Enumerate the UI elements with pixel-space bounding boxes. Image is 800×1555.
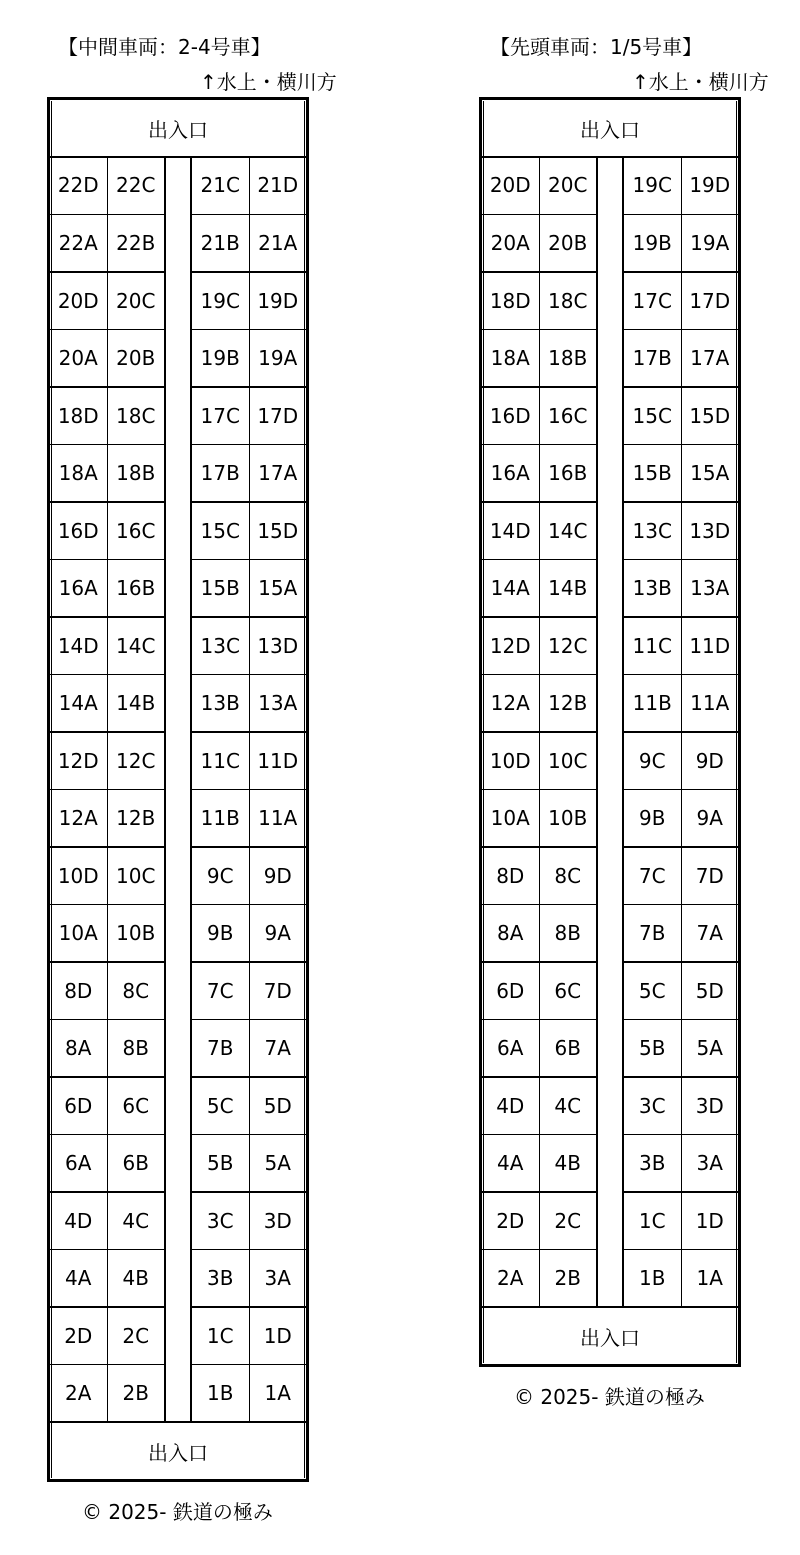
seat: 15C (632, 403, 672, 428)
seat-row (192, 271, 306, 329)
seat: 17D (249, 388, 307, 444)
seat-row (482, 846, 596, 904)
seat-row (50, 846, 164, 904)
seat: 20C (107, 273, 165, 329)
seat-row (624, 674, 738, 732)
seat-row (482, 444, 596, 502)
seat: 11D (249, 733, 307, 789)
entrance-top: 出入口 (50, 100, 306, 158)
seat-row (482, 271, 596, 329)
seat-block-right (190, 156, 306, 1421)
seat: 20A (490, 230, 530, 255)
seat-row (192, 1364, 306, 1422)
seat: 9A (249, 905, 307, 962)
seat: 9B (207, 920, 234, 945)
copyright-lead: © 2025- 鉄道の極み (514, 1385, 705, 1409)
seat: 16A (58, 575, 98, 600)
seat: 7D (681, 848, 739, 904)
seat: 18C (107, 388, 165, 444)
seat-row (482, 501, 596, 559)
seat-row (192, 1249, 306, 1307)
seat-row (624, 214, 738, 272)
seat-row (624, 559, 738, 617)
entrance-top: 出入口 (482, 100, 738, 158)
seat: 11A (681, 675, 739, 732)
seat: 12B (539, 675, 597, 732)
seat: 5B (207, 1150, 234, 1175)
seat: 20B (539, 215, 597, 272)
seat: 1C (638, 1208, 666, 1233)
seat: 8A (497, 920, 524, 945)
seat: 8C (107, 963, 165, 1019)
seat-row (624, 731, 738, 789)
seat-row (50, 1191, 164, 1249)
seat: 1A (681, 1250, 739, 1307)
seat: 10C (539, 733, 597, 789)
seat: 4A (65, 1265, 92, 1290)
seat: 15C (200, 518, 240, 543)
seat: 16C (107, 503, 165, 559)
seat: 9C (638, 748, 666, 773)
seat-row (482, 961, 596, 1019)
seat: 19D (681, 156, 739, 214)
entrance-bottom: 出入口 (50, 1421, 306, 1479)
seat: 21A (249, 215, 307, 272)
seat: 4B (107, 1250, 165, 1307)
seat: 4D (64, 1208, 93, 1233)
seat-row (50, 329, 164, 387)
seat: 19D (249, 273, 307, 329)
seat: 22C (107, 156, 165, 214)
seat: 7C (638, 863, 666, 888)
seat-row (482, 1076, 596, 1134)
seat: 22B (107, 215, 165, 272)
seat: 5B (639, 1035, 666, 1060)
seat: 9D (681, 733, 739, 789)
seat: 17A (681, 330, 739, 387)
seat: 8B (107, 1020, 165, 1077)
seat: 18C (539, 273, 597, 329)
seat-row (192, 961, 306, 1019)
seat-row (624, 444, 738, 502)
seat-row (50, 271, 164, 329)
car-title-middle: 【中間車両：2-4号車】 (58, 35, 271, 59)
seat-row (50, 1134, 164, 1192)
seat-row (624, 1076, 738, 1134)
seat: 21B (200, 230, 240, 255)
seat-row (192, 156, 306, 214)
seat: 8D (64, 978, 93, 1003)
seat: 6C (107, 1078, 165, 1134)
seat: 9B (639, 805, 666, 830)
seat: 19A (249, 330, 307, 387)
seat: 22A (58, 230, 98, 255)
seat: 18B (539, 330, 597, 387)
seat: 2A (497, 1265, 524, 1290)
seat: 11C (632, 633, 672, 658)
seat-row (50, 214, 164, 272)
seat: 20D (489, 172, 531, 197)
car-diagram-middle (47, 97, 309, 1482)
seat: 16D (489, 403, 531, 428)
seat: 17D (681, 273, 739, 329)
seat: 4D (496, 1093, 525, 1118)
seat: 19C (632, 172, 672, 197)
seat: 19B (200, 345, 240, 370)
seat: 17B (200, 460, 240, 485)
seat: 11B (632, 690, 672, 715)
seat: 2C (539, 1193, 597, 1249)
seat-row (50, 1364, 164, 1422)
seat-row (624, 329, 738, 387)
seat: 13A (249, 675, 307, 732)
seat-row (50, 501, 164, 559)
seat: 14C (107, 618, 165, 674)
seat: 10D (57, 863, 99, 888)
seat: 21D (249, 156, 307, 214)
seat-row (50, 1249, 164, 1307)
seat-row (50, 444, 164, 502)
seat-row (192, 846, 306, 904)
seat: 15D (249, 503, 307, 559)
entrance-bottom: 出入口 (482, 1306, 738, 1364)
seat: 3D (249, 1193, 307, 1249)
seat: 3B (639, 1150, 666, 1175)
seat-row (50, 559, 164, 617)
seat: 18D (57, 403, 99, 428)
seat: 12A (490, 690, 530, 715)
seat: 13D (249, 618, 307, 674)
seat: 20D (57, 288, 99, 313)
seat: 4A (497, 1150, 524, 1175)
seat: 12D (57, 748, 99, 773)
seat-row (50, 789, 164, 847)
seat-block-left (482, 156, 598, 1306)
seat: 12D (489, 633, 531, 658)
seat: 15B (200, 575, 240, 600)
seat: 14A (58, 690, 98, 715)
seat: 6B (539, 1020, 597, 1077)
seat-row (624, 789, 738, 847)
seat: 5A (249, 1135, 307, 1192)
seat: 6D (496, 978, 525, 1003)
seat-row (50, 731, 164, 789)
seat-row (624, 846, 738, 904)
seat-row (192, 1306, 306, 1364)
seat: 3C (638, 1093, 666, 1118)
seat: 12A (58, 805, 98, 830)
seat: 5C (638, 978, 666, 1003)
seat: 15B (632, 460, 672, 485)
seat: 16D (57, 518, 99, 543)
seat: 5A (681, 1020, 739, 1077)
seat: 8B (539, 905, 597, 962)
seat: 20C (539, 156, 597, 214)
seat: 10A (58, 920, 98, 945)
seat: 8A (65, 1035, 92, 1060)
seat-row (624, 1249, 738, 1307)
seat: 13B (632, 575, 672, 600)
seat-row (50, 904, 164, 962)
seat: 14D (57, 633, 99, 658)
seat: 11A (249, 790, 307, 847)
seat-row (50, 616, 164, 674)
seat-row (192, 214, 306, 272)
seat: 13B (200, 690, 240, 715)
seat: 4B (539, 1135, 597, 1192)
seat-row (192, 1076, 306, 1134)
direction-label-lead: ↑水上・横川方 (632, 70, 769, 94)
seat: 1C (206, 1323, 234, 1348)
seat-row (192, 329, 306, 387)
seat: 5D (681, 963, 739, 1019)
seat: 13C (200, 633, 240, 658)
seat-row (482, 1249, 596, 1307)
seat-row (192, 789, 306, 847)
seat: 16C (539, 388, 597, 444)
seat: 2A (65, 1380, 92, 1405)
seat: 15D (681, 388, 739, 444)
seat: 3C (206, 1208, 234, 1233)
seat: 13C (632, 518, 672, 543)
seat: 8C (539, 848, 597, 904)
seat-row (482, 731, 596, 789)
seat: 19C (200, 288, 240, 313)
seat: 18B (107, 445, 165, 502)
seat: 14D (489, 518, 531, 543)
direction-label-middle: ↑水上・横川方 (200, 70, 337, 94)
seat-block-right (622, 156, 738, 1306)
seat-row (482, 674, 596, 732)
seat: 11B (200, 805, 240, 830)
seat-row (192, 386, 306, 444)
seat: 16B (539, 445, 597, 502)
seat: 6B (107, 1135, 165, 1192)
seat: 7B (639, 920, 666, 945)
seat-row (624, 904, 738, 962)
seat: 16A (490, 460, 530, 485)
seat: 13D (681, 503, 739, 559)
seat: 11D (681, 618, 739, 674)
seat: 17C (200, 403, 240, 428)
seat-row (482, 156, 596, 214)
seat: 2D (64, 1323, 93, 1348)
seat-row (192, 1019, 306, 1077)
seat-row (50, 1076, 164, 1134)
seat: 1B (639, 1265, 666, 1290)
seat-row (192, 904, 306, 962)
seat: 10B (107, 905, 165, 962)
seat-row (482, 214, 596, 272)
seat-row (482, 559, 596, 617)
seat: 7C (206, 978, 234, 1003)
seat: 7A (681, 905, 739, 962)
seat: 4C (107, 1193, 165, 1249)
seat: 2D (496, 1208, 525, 1233)
car-title-lead: 【先頭車両：1/5号車】 (490, 35, 703, 59)
seat: 22D (57, 172, 99, 197)
seat: 10D (489, 748, 531, 773)
car-diagram-lead (479, 97, 741, 1367)
seat-row (192, 559, 306, 617)
seat-row (50, 674, 164, 732)
seat-row (50, 386, 164, 444)
seat-row (482, 329, 596, 387)
seat: 18D (489, 288, 531, 313)
seat: 20A (58, 345, 98, 370)
seat: 10C (107, 848, 165, 904)
seat: 10B (539, 790, 597, 847)
seat: 1D (681, 1193, 739, 1249)
copyright-middle: © 2025- 鉄道の極み (82, 1500, 273, 1524)
seat: 6D (64, 1093, 93, 1118)
seat: 18A (58, 460, 98, 485)
seat: 1A (249, 1365, 307, 1422)
seat: 12B (107, 790, 165, 847)
seat: 20B (107, 330, 165, 387)
seat: 3B (207, 1265, 234, 1290)
seat-row (50, 156, 164, 214)
seat: 13A (681, 560, 739, 617)
seat-row (192, 674, 306, 732)
seat-row (192, 1134, 306, 1192)
seat: 5C (206, 1093, 234, 1118)
seat: 14B (539, 560, 597, 617)
seat-row (624, 1191, 738, 1249)
seat-row (50, 1306, 164, 1364)
seat-row (482, 904, 596, 962)
seat-row (624, 271, 738, 329)
seat: 9C (206, 863, 234, 888)
seat: 9D (249, 848, 307, 904)
seat: 18A (490, 345, 530, 370)
seat-row (624, 961, 738, 1019)
seat: 12C (539, 618, 597, 674)
seat-row (624, 501, 738, 559)
seat: 11C (200, 748, 240, 773)
seat: 19A (681, 215, 739, 272)
seat-row (192, 444, 306, 502)
seat-row (624, 616, 738, 674)
seat-row (192, 501, 306, 559)
seat: 6A (65, 1150, 92, 1175)
seat: 1B (207, 1380, 234, 1405)
seat-row (482, 616, 596, 674)
seat-row (192, 731, 306, 789)
seat-row (482, 1191, 596, 1249)
seat: 9A (681, 790, 739, 847)
seat-row (624, 1019, 738, 1077)
seat: 21C (200, 172, 240, 197)
seat: 4C (539, 1078, 597, 1134)
seat: 7D (249, 963, 307, 1019)
seat-row (624, 386, 738, 444)
seat-row (482, 386, 596, 444)
seat: 5D (249, 1078, 307, 1134)
seat: 17A (249, 445, 307, 502)
seat-row (624, 1134, 738, 1192)
seat-row (482, 1134, 596, 1192)
seat: 2C (107, 1308, 165, 1364)
seat-row (624, 156, 738, 214)
seat: 7A (249, 1020, 307, 1077)
seat: 2B (539, 1250, 597, 1307)
seat: 7B (207, 1035, 234, 1060)
seat: 6A (497, 1035, 524, 1060)
seat: 17B (632, 345, 672, 370)
seat: 3A (681, 1135, 739, 1192)
seat: 3A (249, 1250, 307, 1307)
seat: 1D (249, 1308, 307, 1364)
seat-row (50, 961, 164, 1019)
seat-row (50, 1019, 164, 1077)
seat-row (192, 616, 306, 674)
seat: 15A (681, 445, 739, 502)
seat-row (482, 1019, 596, 1077)
seat: 10A (490, 805, 530, 830)
seat: 14A (490, 575, 530, 600)
seat: 16B (107, 560, 165, 617)
seat: 3D (681, 1078, 739, 1134)
seat: 12C (107, 733, 165, 789)
seat: 2B (107, 1365, 165, 1422)
seat-row (192, 1191, 306, 1249)
seat-block-left (50, 156, 166, 1421)
seat: 19B (632, 230, 672, 255)
seat: 14B (107, 675, 165, 732)
seat: 8D (496, 863, 525, 888)
seat: 14C (539, 503, 597, 559)
seat: 6C (539, 963, 597, 1019)
seat-row (482, 789, 596, 847)
seat: 17C (632, 288, 672, 313)
seat: 15A (249, 560, 307, 617)
